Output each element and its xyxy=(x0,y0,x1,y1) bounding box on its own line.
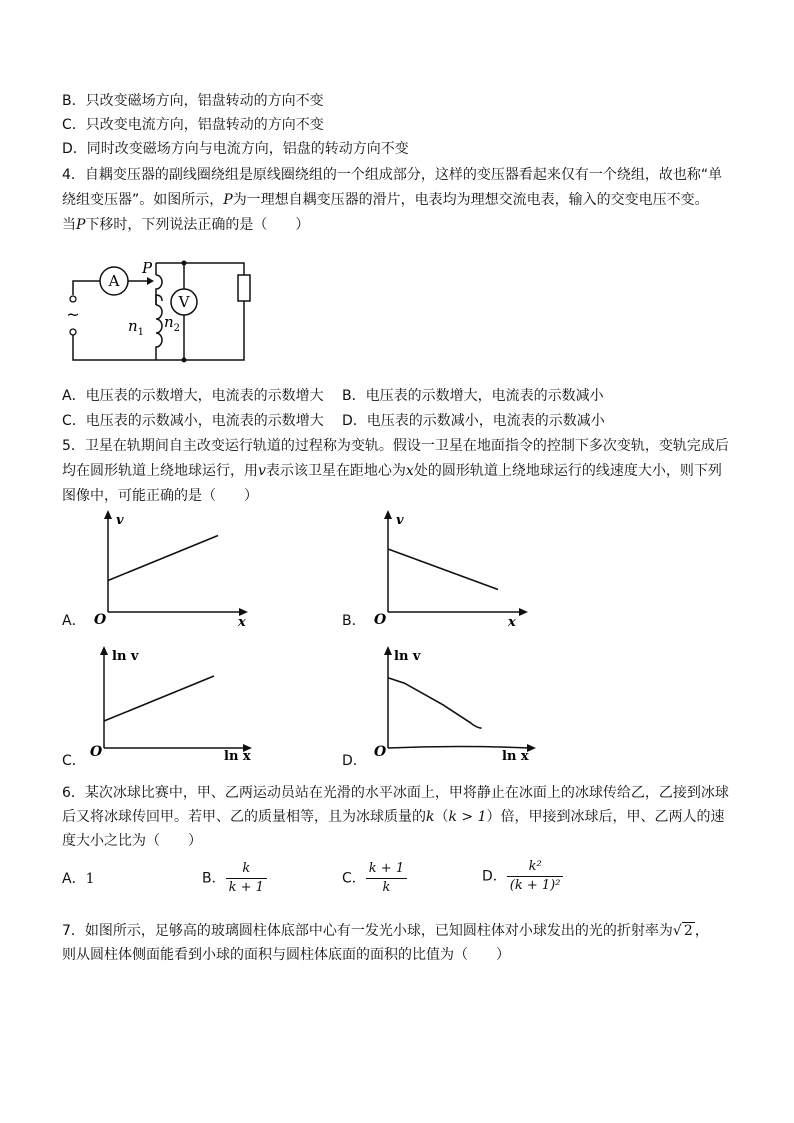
q4-option-c: C．电压表的示数减小，电流表的示数增大 xyxy=(62,413,324,429)
graph-d-option-label: D． xyxy=(342,753,367,769)
y-axis-label: ln v xyxy=(112,649,139,664)
q7-stem-line1: 7．如图所示，足够高的玻璃圆柱体底部中心有一发光小球，已知圆柱体对小球发出的光的折射率为√ 2 ， xyxy=(62,923,709,939)
var-k: k xyxy=(426,809,435,825)
y-arrow-icon xyxy=(104,510,112,519)
y-axis-label: v xyxy=(116,513,124,528)
var-p: P xyxy=(76,217,86,233)
x-axis-label: x xyxy=(238,615,246,628)
x-axis-label: x xyxy=(508,615,516,628)
q6-stem-line1: 6．某次冰球比赛中，甲、乙两运动员站在光滑的水平冰面上，甲将静止在冰面上的冰球传给乙，乙接到冰球 xyxy=(62,785,729,801)
origin-label: O xyxy=(374,612,387,628)
terminal-top xyxy=(70,296,76,302)
y-arrow-icon xyxy=(384,510,392,519)
graph-a-option-label: A． xyxy=(62,613,86,629)
var-v: v xyxy=(258,463,266,479)
graph-a xyxy=(92,508,252,628)
fraction: $\frac{k}{k + 1}$ xyxy=(226,860,267,897)
x-axis xyxy=(388,747,530,749)
q7-stem-line2: 则从圆柱体侧面能看到小球的面积与圆柱体底面的面积的比值为（ ） xyxy=(62,947,510,963)
ac-source-icon: ~ xyxy=(66,305,80,324)
terminal-bottom xyxy=(70,329,76,335)
series-line xyxy=(388,549,498,590)
ammeter-label: A xyxy=(108,272,120,290)
var-x: x xyxy=(405,463,414,479)
junction-dot xyxy=(182,358,187,363)
fraction: $\frac{\text{k²}}{\text{(k + 1)²}}$ xyxy=(507,858,564,895)
junction-dot xyxy=(182,261,187,266)
q3-option-c: C．只改变电流方向，铝盘转动的方向不变 xyxy=(62,117,324,133)
n2-label: $n_2$ xyxy=(164,313,181,334)
q6-option-b: B． $\frac{k}{k + 1}$ xyxy=(202,860,267,897)
slider-label: P xyxy=(142,259,153,277)
q5-stem-line3: 图像中，可能正确的是（ ） xyxy=(62,488,258,504)
slider-arrowhead-icon xyxy=(147,277,154,285)
series-line xyxy=(104,676,214,721)
q6-stem-line3: 度大小之比为（ ） xyxy=(62,833,202,849)
q6-option-c: C． $\frac{k + 1}{k}$ xyxy=(342,860,407,897)
graph-b-option-label: B． xyxy=(342,613,366,629)
sqrt-two: √ 2 xyxy=(672,923,693,939)
q6-stem-line2: 后又将冰球传回甲。若甲、乙的质量相等，且为冰球质量的k（k > 1）倍，甲接到冰球后，甲、乙两人的速 xyxy=(62,809,725,825)
graph-c xyxy=(86,644,266,762)
var-p: P xyxy=(223,192,233,208)
y-arrow-icon xyxy=(100,646,108,655)
q3-option-d: D．同时改变磁场方向与电流方向，铝盘的转动方向不变 xyxy=(62,141,409,157)
x-axis-label: ln x xyxy=(224,749,251,762)
condition-k: k > 1 xyxy=(448,809,487,825)
fraction: $\frac{k + 1}{k}$ xyxy=(366,860,407,897)
q6-option-d: D． $\frac{\text{k²}}{\text{(k + 1)²}}$ xyxy=(482,858,563,895)
q4-option-d: D．电压表的示数减小，电流表的示数减小 xyxy=(342,413,605,429)
x-axis-label: ln x xyxy=(502,749,529,762)
q4-option-a: A．电压表的示数增大，电流表的示数增大 xyxy=(62,388,324,404)
graph-c-option-label: C． xyxy=(62,753,86,769)
x-arrow-icon xyxy=(519,608,528,616)
series-line xyxy=(108,536,218,581)
q4-option-b: B．电压表的示数增大，电流表的示数减小 xyxy=(342,388,604,404)
y-axis-label: v xyxy=(396,513,404,528)
series-curve xyxy=(388,678,482,728)
origin-label: O xyxy=(374,744,387,760)
q3-option-b: B．只改变磁场方向，铝盘转动的方向不变 xyxy=(62,93,324,109)
graph-d xyxy=(370,644,550,762)
q5-stem-line2: 均在圆形轨道上绕地球运行，用v表示该卫星在距地心为x处的圆形轨道上绕地球运行的线速度大小，则下列 xyxy=(62,463,722,479)
origin-label: O xyxy=(94,612,107,628)
autotransformer-circuit xyxy=(58,245,258,375)
q4-stem-line1: 4．自耦变压器的副线圈绕组是原线圈绕组的一个组成部分，这样的变压器看起来仅有一个绕组，故也称“单 xyxy=(62,167,723,183)
q6-option-a: A．1 xyxy=(62,871,95,887)
q4-stem-line3: 当P下移时，下列说法正确的是（ ） xyxy=(62,217,310,233)
y-arrow-icon xyxy=(384,646,392,655)
q5-stem-line1: 5．卫星在轨期间自主改变运行轨道的过程称为变轨。假设一卫星在地面指令的控制下多次变轨，变轨完成后 xyxy=(62,438,729,454)
y-axis-label: ln v xyxy=(394,649,421,664)
n1-label: $n_1$ xyxy=(128,317,145,338)
voltmeter-label: V xyxy=(178,293,190,311)
resistor xyxy=(238,275,250,301)
q4-stem-line2: 绕组变压器”。如图所示，P为一理想自耦变压器的滑片，电表均为理想交流电表，输入的交变电压不变。 xyxy=(62,192,709,208)
graph-b xyxy=(372,508,532,628)
origin-label: O xyxy=(90,744,103,760)
